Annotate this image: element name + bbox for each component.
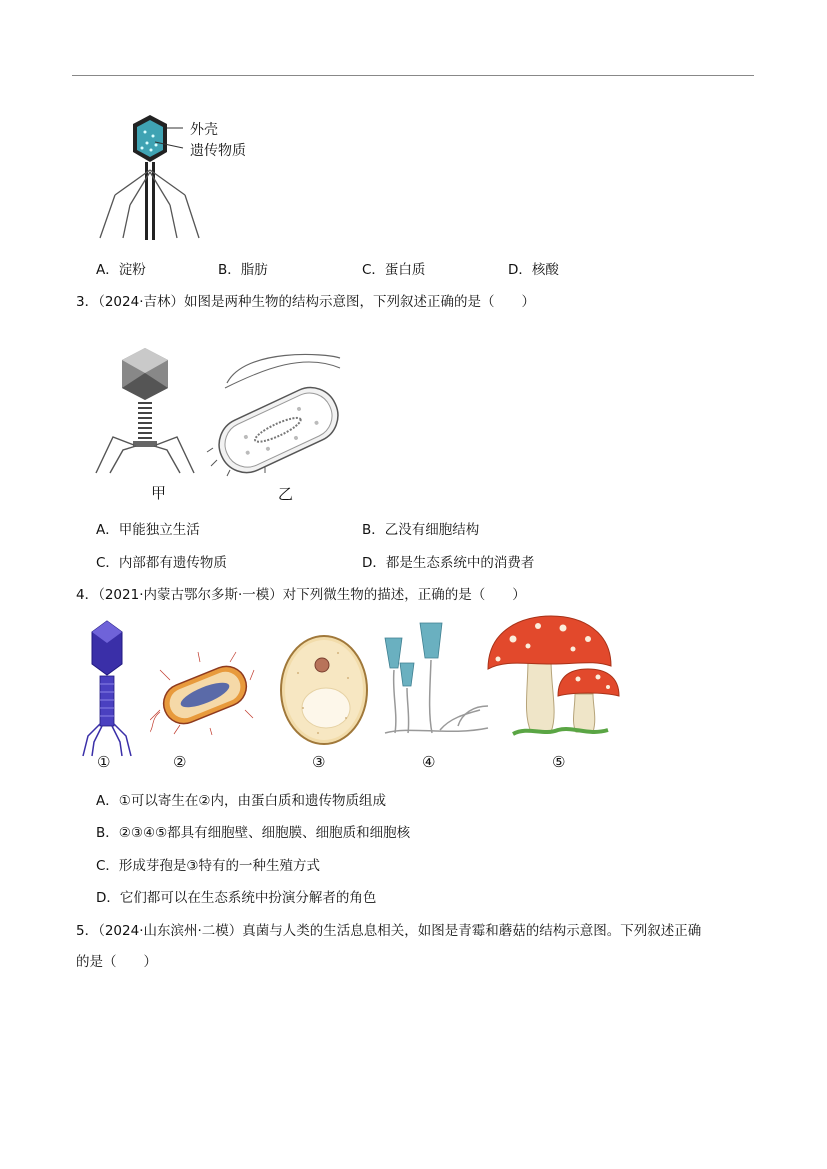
- virus-jia-figure: [88, 345, 203, 475]
- mushroom-5-figure: [483, 614, 625, 742]
- q3-option-a[interactable]: A．甲能独立生活: [96, 522, 200, 538]
- q3-option-d[interactable]: D．都是生态系统中的消费者: [362, 555, 535, 571]
- q3-option-b[interactable]: B．乙没有细胞结构: [362, 522, 480, 538]
- q5-stem-line2: 的是（ ）: [76, 954, 157, 970]
- header-divider: [72, 75, 754, 76]
- label-5: ⑤: [552, 753, 566, 771]
- q3-option-c[interactable]: C．内部都有遗传物质: [96, 555, 227, 571]
- q4-option-d[interactable]: D．它们都可以在生态系统中扮演分解者的角色: [96, 890, 377, 906]
- label-4: ④: [422, 753, 436, 771]
- q2-option-d[interactable]: D．核酸: [508, 262, 559, 278]
- q2-option-a[interactable]: A．淀粉: [96, 262, 146, 278]
- q5-stem-line1: 5．（2024·山东滨州·二模）真菌与人类的生活息息相关，如图是青霉和蘑菇的结构示意图。下列叙述正确: [76, 923, 702, 939]
- label-shell: 外壳: [190, 122, 218, 138]
- label-2: ②: [173, 753, 187, 771]
- q3-stem: 3．（2024·吉林）如图是两种生物的结构示意图，下列叙述正确的是（ ）: [76, 294, 535, 310]
- bacterium-2-figure: [150, 650, 255, 735]
- bacteriophage-figure: [95, 110, 265, 245]
- q4-option-a[interactable]: A．①可以寄生在②内，由蛋白质和遗传物质组成: [96, 793, 386, 809]
- virus-1-figure: [80, 618, 135, 758]
- q4-stem: 4．（2021·内蒙古鄂尔多斯·一模）对下列微生物的描述，正确的是（ ）: [76, 587, 526, 603]
- q4-option-c[interactable]: C．形成芽孢是③特有的一种生殖方式: [96, 858, 321, 874]
- bacterium-yi-figure: [205, 348, 350, 478]
- penicillium-4-figure: [380, 618, 492, 743]
- q4-option-b[interactable]: B．②③④⑤都具有细胞壁、细胞膜、细胞质和细胞核: [96, 825, 411, 841]
- label-genetic-material: 遗传物质: [190, 143, 246, 159]
- label-1: ①: [97, 753, 111, 771]
- q2-option-b[interactable]: B．脂肪: [218, 262, 268, 278]
- label-3: ③: [312, 753, 326, 771]
- label-jia: 甲: [151, 484, 167, 502]
- label-yi: 乙: [278, 485, 294, 503]
- q2-option-c[interactable]: C．蛋白质: [362, 262, 426, 278]
- yeast-3-figure: [278, 633, 370, 748]
